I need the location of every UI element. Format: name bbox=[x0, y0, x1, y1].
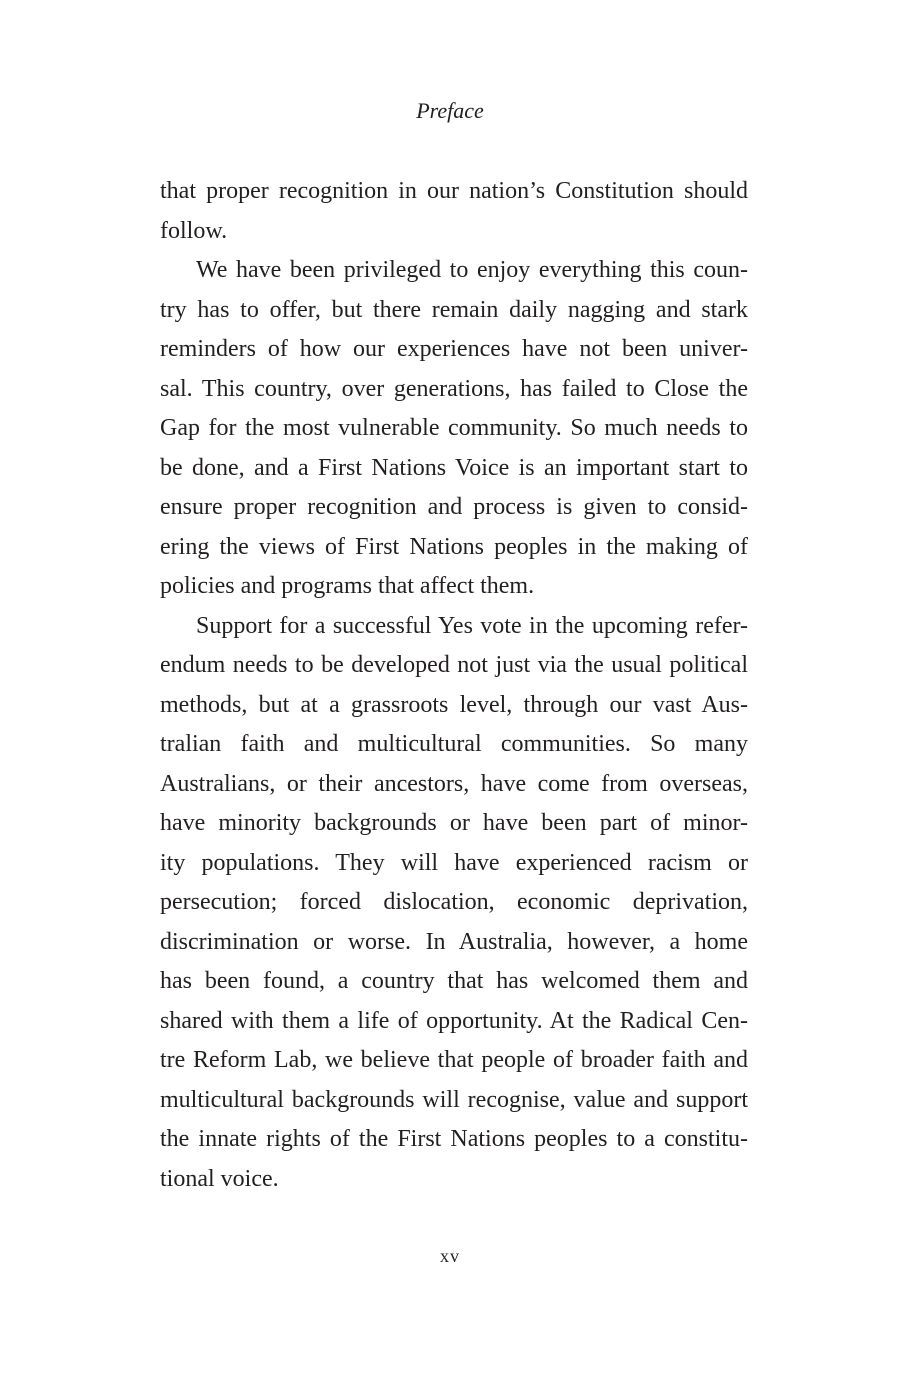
text-line: methods, but at a grassroots level, through our vast Aus- bbox=[160, 691, 748, 718]
paragraph bbox=[160, 251, 748, 607]
text-line: shared with them a life of opportunity. At the Radical Cen- bbox=[160, 1007, 748, 1034]
text-line: multicultural backgrounds will recognise, value and support bbox=[160, 1086, 748, 1113]
text-line: have minority backgrounds or have been part of minor- bbox=[160, 810, 748, 836]
running-head: Preface bbox=[416, 98, 484, 123]
text-line: tional voice. bbox=[160, 1165, 279, 1192]
text-line: reminders of how our experiences have not been univer- bbox=[160, 336, 748, 362]
text-line: be done, and a First Nations Voice is an important start to bbox=[160, 454, 748, 481]
text-line: endum needs to be developed not just via the usual political bbox=[160, 652, 748, 678]
page-number: xv bbox=[440, 1246, 460, 1266]
text-line: try has to offer, but there remain daily nagging and stark bbox=[160, 296, 748, 323]
text-line: policies and programs that affect them. bbox=[160, 573, 535, 599]
text-line: Gap for the most vulnerable community. So much needs to bbox=[160, 415, 748, 441]
text-line: tralian faith and multicultural communities. So many bbox=[160, 731, 748, 757]
body-text bbox=[160, 172, 748, 1199]
text-line: ity populations. They will have experienced racism or bbox=[160, 849, 748, 876]
text-line: that proper recognition in our nation’s Constitution should bbox=[160, 178, 748, 204]
text-line: ering the views of First Nations peoples in the making of bbox=[160, 533, 748, 560]
text-line: Australians, or their ancestors, have come from overseas, bbox=[160, 770, 748, 797]
text-line: follow. bbox=[160, 217, 228, 244]
text-line: persecution; forced dislocation, economic deprivation, bbox=[160, 889, 748, 915]
text-line: the innate rights of the First Nations peoples to a constitu- bbox=[160, 1126, 748, 1152]
text-line: ensure proper recognition and process is given to consid- bbox=[160, 494, 748, 520]
paragraph bbox=[160, 172, 748, 251]
text-line: tre Reform Lab, we believe that people of broader faith and bbox=[160, 1047, 748, 1073]
paragraph bbox=[160, 607, 748, 1200]
text-line: We have been privileged to enjoy everything this coun- bbox=[196, 257, 748, 283]
text-line: discrimination or worse. In Australia, however, a home bbox=[160, 928, 748, 955]
text-line: sal. This country, over generations, has failed to Close the bbox=[160, 375, 748, 402]
text-line: Support for a successful Yes vote in the upcoming refer- bbox=[196, 612, 748, 639]
text-line: has been found, a country that has welcomed them and bbox=[160, 968, 748, 994]
